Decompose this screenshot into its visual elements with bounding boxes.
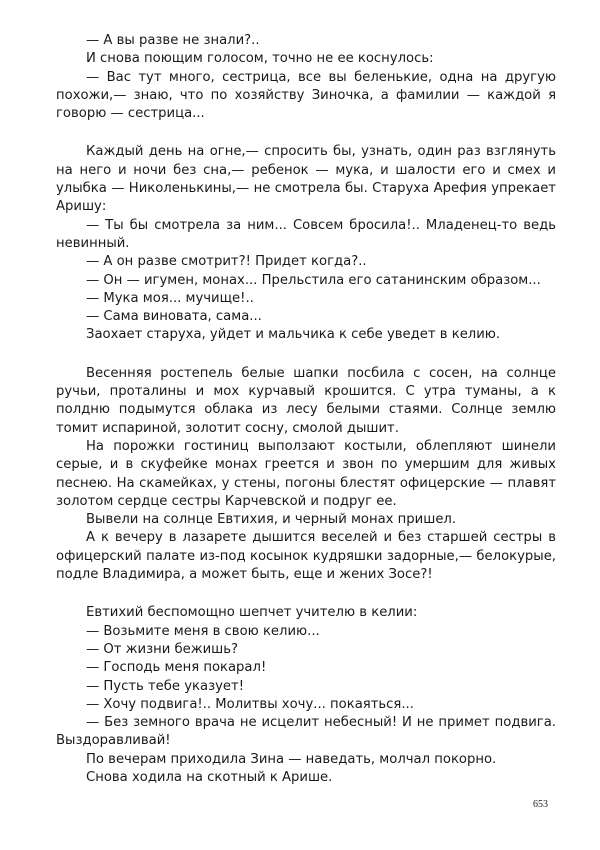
paragraph: — Без земного врача не исцелит небесный! И не примет подвига. Выздоравливай!	[56, 715, 556, 749]
paragraph: — Хочу подвига!.. Молитвы хочу... покаяться...	[86, 696, 414, 712]
page-number: 653	[533, 799, 548, 810]
paragraph-gap	[56, 584, 556, 604]
paragraph: На порожки гостиниц выползают костыли, облепляют шинели серые, и в скуфейке монах греется и звон по умершим для живых песнею. На скамейках, у стены, погоны блестят офицерские — плавят золотом сердце сестры Карчевской и подруг ее.	[56, 438, 556, 509]
paragraph: — Мука моя... мучище!..	[86, 290, 254, 306]
paragraph: И снова поющим голосом, точно не ее коснулось:	[86, 51, 434, 67]
paragraph: Весенняя ростепель белые шапки посбила с сосен, на солнце ручьи, проталины и мох курчавый крошится. С утра туманы, а к полдню подымутся облака из лесу белыми стаями. Солнце землю томит испариной, золотит сосну, смолой дышит.	[56, 365, 556, 436]
paragraph-gap	[56, 345, 556, 365]
paragraph-gap	[56, 123, 556, 143]
paragraph: Снова ходила на скотный к Арише.	[86, 769, 333, 785]
paragraph: А к вечеру в лазарете дышится веселей и без старшей сестры в офицерский палате из-под косынок кудряшки задорные,— белокурые, подле Владимира, а может быть, еще и жених Зосе?!	[56, 530, 556, 583]
paragraph: — Пусть тебе указует!	[86, 678, 244, 694]
paragraph: — От жизни бежишь?	[86, 641, 239, 657]
paragraph: — Сама виновата, сама...	[86, 309, 262, 325]
paragraph: — А он разве смотрит?! Придет когда?..	[86, 254, 367, 270]
paragraph: — Возьмите меня в свою келию...	[86, 623, 320, 639]
page-body	[56, 32, 556, 787]
paragraph: — Господь меня покарал!	[86, 660, 267, 676]
paragraph: — Он — игумен, монах... Прельстила его сатанинским образом...	[86, 272, 541, 288]
paragraph: Евтихий беспомощно шепчет учителю в келии:	[86, 605, 418, 621]
paragraph: По вечерам приходила Зина — наведать, молчал покорно.	[86, 751, 497, 767]
paragraph: Заохает старуха, уйдет и мальчика к себе уведет в келию.	[86, 327, 501, 343]
paragraph: — А вы разве не знали?..	[86, 33, 260, 48]
paragraph: — Ты бы смотрела за ним... Совсем бросила!.. Младенец-то ведь невинный.	[56, 217, 556, 251]
paragraph: Вывели на солнце Евтихия, и черный монах пришел.	[86, 512, 457, 528]
paragraph: Каждый день на огне,— спросить бы, узнать, один раз взглянуть на него и ночи без сна,— ребенок — мука, и шалости его и смех и улыбка — Николенькины,— не смотрела бы. Старуха Арефия упрекает Аришу:	[56, 144, 556, 215]
paragraph: — Вас тут много, сестрица, все вы беленькие, одна на другую похожи,— знаю, что по хозяйству Зиночка, а фамилии — каждой я говорю — сестрица...	[56, 69, 556, 122]
